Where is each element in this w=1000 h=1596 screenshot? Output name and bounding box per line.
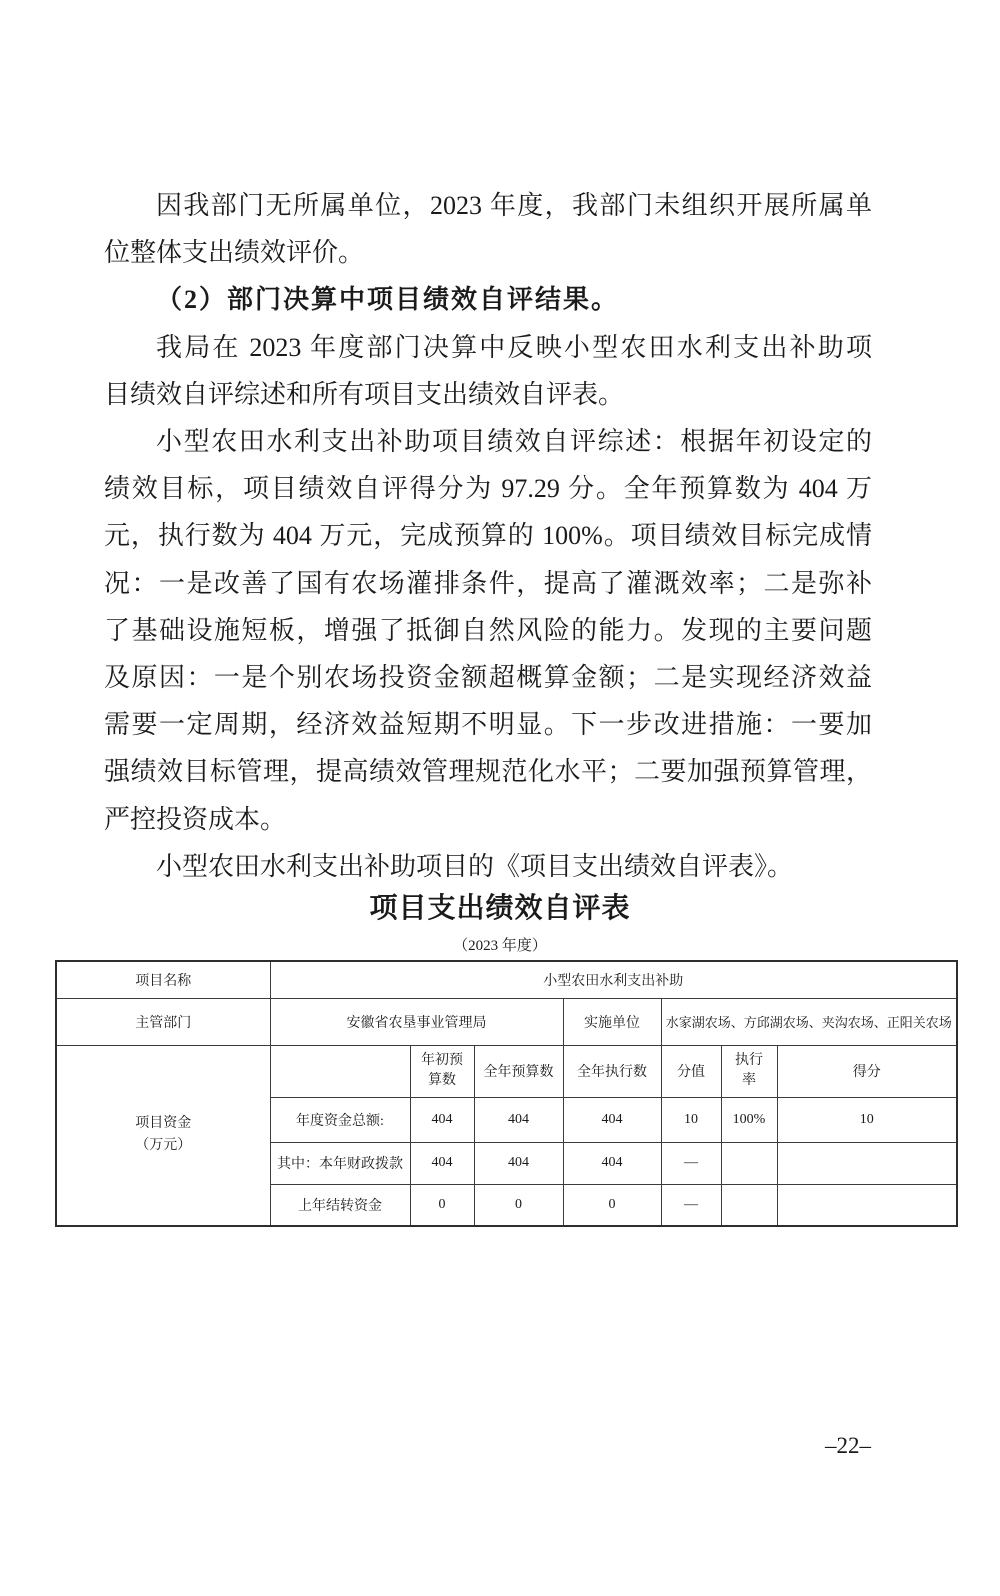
row-label-carryover: 上年结转资金 [270,1184,410,1226]
body-line: 严控投资成本。 [104,804,287,834]
total-score: 10 [777,1097,957,1142]
body-line: 及原因：一是个别农场投资金额超概算金额；二是实现经济效益 [104,663,872,693]
self-evaluation-table [55,960,958,1227]
project-funds-label [56,1045,270,1226]
table-subtitle: （2023 年度） [453,938,547,955]
carryover-annual-exec: 0 [563,1184,661,1226]
body-line: 需要一定周期，经济效益短期不明显。下一步改进措施：一要加 [104,710,872,740]
page-number: –22– [825,1433,871,1458]
header-exec-rate-text: 执行率 [735,1053,763,1089]
project-name-value: 小型农田水利支出补助 [270,961,957,998]
total-annual-exec: 404 [563,1097,661,1142]
table-row-project-name [56,961,957,998]
body-line: 况：一是改善了国有农场灌排条件，提高了灌溉效率；二是弥补 [104,568,872,598]
competent-dept-value: 安徽省农垦事业管理局 [270,998,563,1045]
header-initial-budget-text: 年初预算数 [421,1053,463,1089]
total-initial-budget: 404 [410,1097,474,1142]
total-annual-budget: 404 [474,1097,563,1142]
implementing-unit-value: 水家湖农场、方邱湖农场、夹沟农场、正阳关农场 [661,998,957,1045]
header-annual-budget: 全年预算数 [474,1045,563,1097]
fiscal-initial-budget: 404 [410,1142,474,1184]
total-points: 10 [661,1097,721,1142]
body-line: 目绩效自评综述和所有项目支出绩效自评表。 [104,379,625,409]
implementing-unit-label: 实施单位 [563,998,661,1045]
fiscal-score [777,1142,957,1184]
body-line: 位整体支出绩效评价。 [104,238,365,268]
row-label-fiscal-allocation: 其中：本年财政拨款 [270,1142,410,1184]
total-exec-rate: 100% [721,1097,777,1142]
document-page [0,182,1000,1596]
body-line: 小型农田水利支出补助项目的《项目支出绩效自评表》。 [156,851,794,881]
project-name-label: 项目名称 [56,961,270,998]
competent-dept-label: 主管部门 [56,998,270,1045]
body-line: 了基础设施短板，增强了抵御自然风险的能力。发现的主要问题 [104,615,872,645]
carryover-score [777,1184,957,1226]
body-line: 元，执行数为 404 万元，完成预算的 100%。项目绩效目标完成情 [104,521,872,551]
header-initial-budget [410,1045,474,1097]
header-annual-exec: 全年执行数 [563,1045,661,1097]
fiscal-exec-rate [721,1142,777,1184]
header-exec-rate [721,1045,777,1097]
header-points: 分值 [661,1045,721,1097]
table-row-departments [56,998,957,1045]
body-text [104,182,872,890]
fiscal-annual-budget: 404 [474,1142,563,1184]
project-funds-label-text: 项目资金（万元） [135,1116,192,1154]
carryover-annual-budget: 0 [474,1184,563,1226]
carryover-exec-rate [721,1184,777,1226]
body-line: 我局在 2023 年度部门决算中反映小型农田水利支出补助项 [156,332,872,362]
section-heading: （2）部门决算中项目绩效自评结果。 [156,285,620,315]
carryover-points: — [661,1184,721,1226]
body-line: 小型农田水利支出补助项目绩效自评综述：根据年初设定的 [156,427,872,457]
body-line: 强绩效目标管理，提高绩效管理规范化水平；二要加强预算管理， [104,757,872,787]
body-line: 因我部门无所属单位，2023 年度，我部门未组织开展所属单 [156,191,872,220]
carryover-initial-budget: 0 [410,1184,474,1226]
fiscal-points: — [661,1142,721,1184]
header-empty-cell [270,1045,410,1097]
table-row-header [56,1045,957,1097]
body-line: 绩效目标，项目绩效自评得分为 97.29 分。全年预算数为 404 万 [104,474,872,504]
header-score: 得分 [777,1045,957,1097]
table-title: 项目支出绩效自评表 [369,892,631,924]
row-label-total-funds: 年度资金总额: [270,1097,410,1142]
fiscal-annual-exec: 404 [563,1142,661,1184]
